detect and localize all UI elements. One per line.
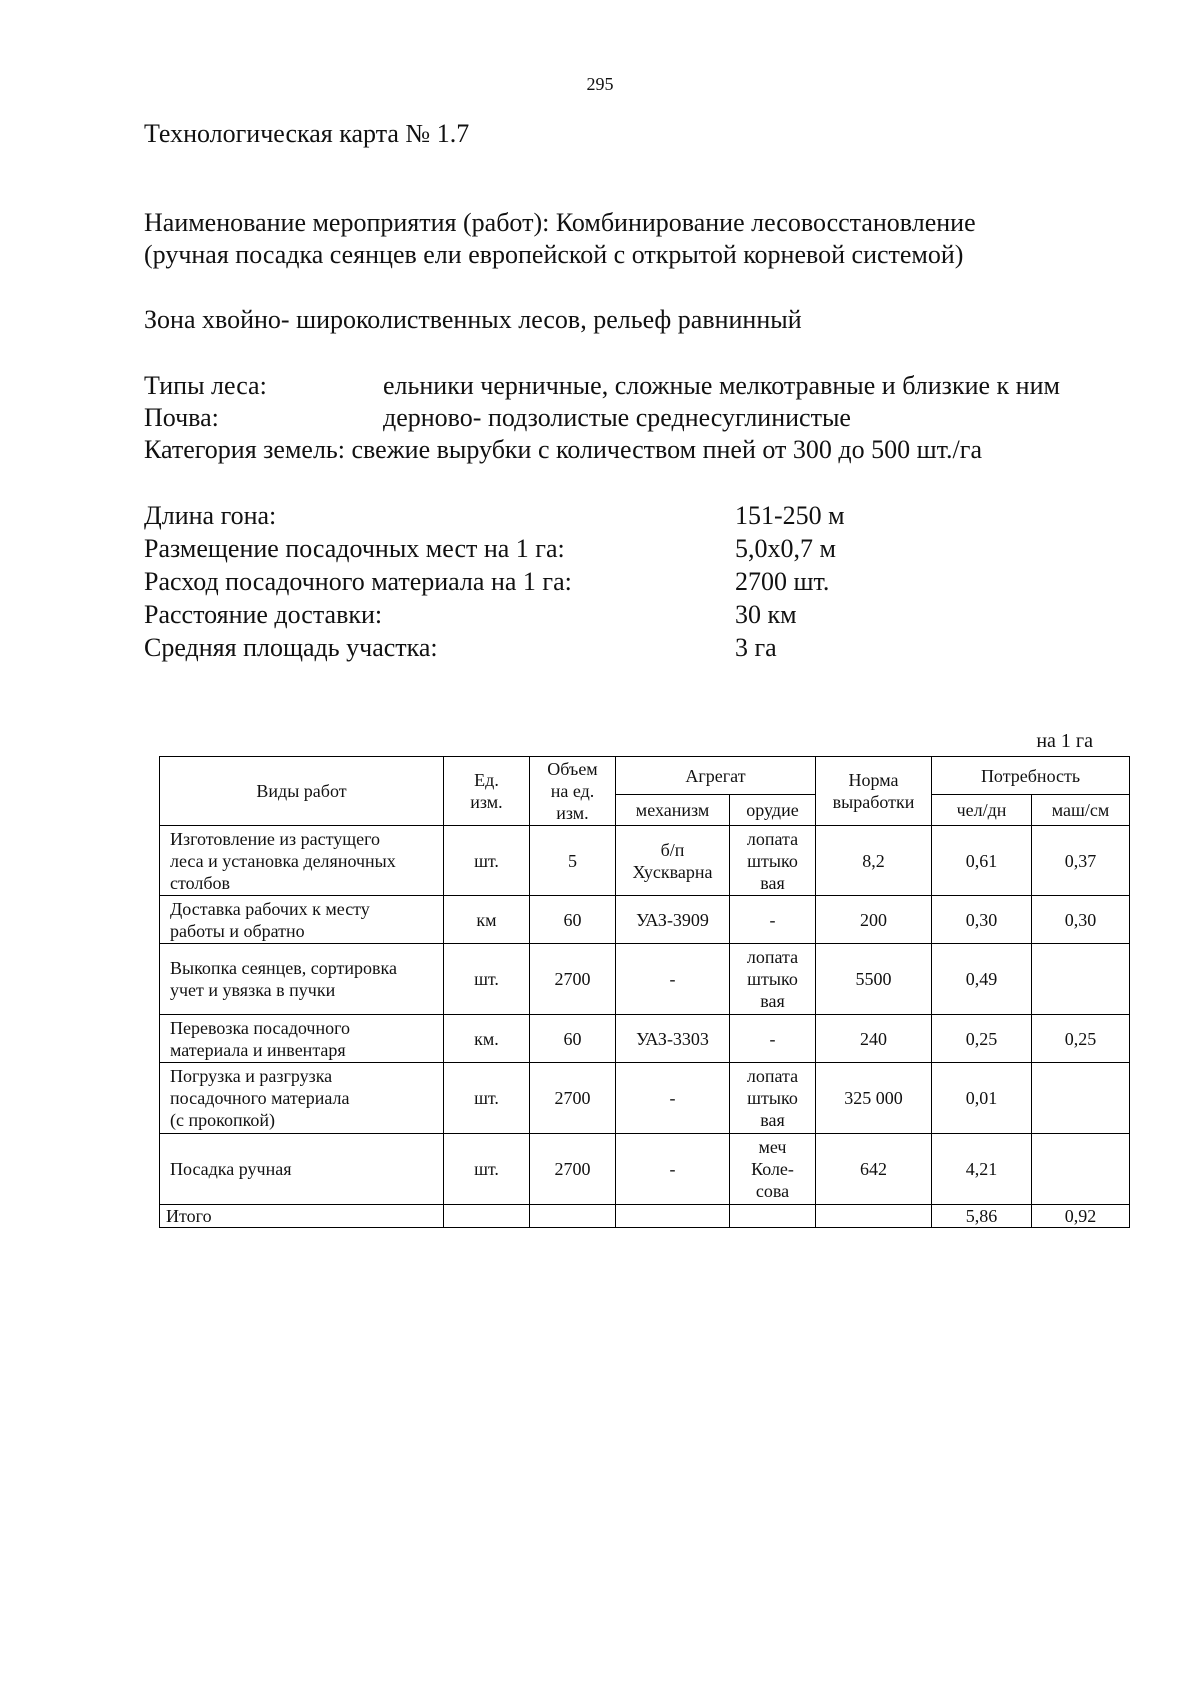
header-norm: Норма выработки xyxy=(816,757,932,826)
soil-value: дерново- подзолистые среднесуглинистые xyxy=(383,403,851,432)
total-machine-shifts: 0,92 xyxy=(1032,1205,1130,1228)
table-header-row xyxy=(160,757,1130,795)
header-man-days: чел/дн xyxy=(932,795,1032,826)
total-man-days: 5,86 xyxy=(932,1205,1032,1228)
volume-cell: 60 xyxy=(530,896,616,944)
machine-shifts-cell: 0,30 xyxy=(1032,896,1130,944)
machine-shifts-cell xyxy=(1032,1134,1130,1205)
work-cell: Доставка рабочих к месту работы и обратно xyxy=(160,896,444,944)
empty-cell xyxy=(616,1205,730,1228)
table-row xyxy=(160,1015,1130,1063)
tool-cell: лопата штыко вая xyxy=(730,1063,816,1134)
table-row xyxy=(160,896,1130,944)
unit-cell: км xyxy=(444,896,530,944)
unit-note: на 1 га xyxy=(1036,730,1093,752)
norm-cell: 240 xyxy=(816,1015,932,1063)
unit-cell: шт. xyxy=(444,944,530,1015)
man-days-cell: 4,21 xyxy=(932,1134,1032,1205)
header-mechanism: механизм xyxy=(616,795,730,826)
table-row xyxy=(160,1063,1130,1134)
header-machine-shifts: маш/см xyxy=(1032,795,1130,826)
norm-cell: 8,2 xyxy=(816,826,932,896)
volume-cell: 2700 xyxy=(530,1063,616,1134)
work-table xyxy=(159,756,1130,1228)
empty-cell xyxy=(444,1205,530,1228)
total-label: Итого xyxy=(160,1205,444,1228)
activity-line-1: Наименование мероприятия (работ): Комбинирование лесовосстановление xyxy=(144,208,976,237)
man-days-cell: 0,61 xyxy=(932,826,1032,896)
work-cell: Изготовление из растущего леса и установка деляночных столбов xyxy=(160,826,444,896)
tool-cell: - xyxy=(730,1015,816,1063)
volume-cell: 2700 xyxy=(530,1134,616,1205)
unit-cell: км. xyxy=(444,1015,530,1063)
param-label: Длина гона: xyxy=(144,501,277,530)
page-number: 295 xyxy=(586,74,614,94)
header-aggregate: Агрегат xyxy=(616,757,816,795)
param-value: 3 га xyxy=(735,633,777,662)
empty-cell xyxy=(816,1205,932,1228)
unit-cell: шт. xyxy=(444,1134,530,1205)
mechanism-cell: б/п Хускварна xyxy=(616,826,730,896)
machine-shifts-cell xyxy=(1032,944,1130,1015)
machine-shifts-cell: 0,37 xyxy=(1032,826,1130,896)
tool-cell: лопата штыко вая xyxy=(730,944,816,1015)
man-days-cell: 0,25 xyxy=(932,1015,1032,1063)
work-cell: Посадка ручная xyxy=(160,1134,444,1205)
work-cell: Выкопка сеянцев, сортировка учет и увязка в пучки xyxy=(160,944,444,1015)
norm-cell: 325 000 xyxy=(816,1063,932,1134)
norm-cell: 642 xyxy=(816,1134,932,1205)
table-row xyxy=(160,944,1130,1015)
man-days-cell: 0,01 xyxy=(932,1063,1032,1134)
tool-cell: лопата штыко вая xyxy=(730,826,816,896)
man-days-cell: 0,49 xyxy=(932,944,1032,1015)
param-value: 2700 шт. xyxy=(735,567,830,596)
param-value: 30 км xyxy=(735,600,797,629)
empty-cell xyxy=(730,1205,816,1228)
man-days-cell: 0,30 xyxy=(932,896,1032,944)
volume-cell: 5 xyxy=(530,826,616,896)
header-unit: Ед. изм. xyxy=(444,757,530,826)
unit-cell: шт. xyxy=(444,1063,530,1134)
header-demand: Потребность xyxy=(932,757,1130,795)
header-tool: орудие xyxy=(730,795,816,826)
machine-shifts-cell: 0,25 xyxy=(1032,1015,1130,1063)
mechanism-cell: - xyxy=(616,1134,730,1205)
table-row xyxy=(160,1134,1130,1205)
volume-cell: 2700 xyxy=(530,944,616,1015)
work-cell: Погрузка и разгрузка посадочного материала (с прокопкой) xyxy=(160,1063,444,1134)
norm-cell: 5500 xyxy=(816,944,932,1015)
activity-line-2: (ручная посадка сеянцев ели европейской с открытой корневой системой) xyxy=(144,240,964,269)
land-category: Категория земель: свежие вырубки с количеством пней от 300 до 500 шт./га xyxy=(144,435,982,464)
volume-cell: 60 xyxy=(530,1015,616,1063)
soil-label: Почва: xyxy=(144,403,219,432)
param-label: Расход посадочного материала на 1 га: xyxy=(144,567,572,596)
param-label: Расстояние доставки: xyxy=(144,600,383,629)
param-value: 5,0х0,7 м xyxy=(735,534,836,563)
table-total-row xyxy=(160,1205,1130,1228)
forest-types-label: Типы леса: xyxy=(144,371,267,400)
param-label: Средняя площадь участка: xyxy=(144,633,438,662)
zone-text: Зона хвойно- широколиственных лесов, рельеф равнинный xyxy=(144,305,802,334)
header-volume: Объем на ед. изм. xyxy=(530,757,616,826)
table-row xyxy=(160,826,1130,896)
param-value: 151-250 м xyxy=(735,501,845,530)
mechanism-cell: УАЗ-3909 xyxy=(616,896,730,944)
norm-cell: 200 xyxy=(816,896,932,944)
mechanism-cell: УАЗ-3303 xyxy=(616,1015,730,1063)
param-label: Размещение посадочных мест на 1 га: xyxy=(144,534,565,563)
mechanism-cell: - xyxy=(616,944,730,1015)
mechanism-cell: - xyxy=(616,1063,730,1134)
tool-cell: меч Коле- сова xyxy=(730,1134,816,1205)
header-work-type: Виды работ xyxy=(160,757,444,826)
tool-cell: - xyxy=(730,896,816,944)
work-cell: Перевозка посадочного материала и инвентаря xyxy=(160,1015,444,1063)
card-title: Технологическая карта № 1.7 xyxy=(144,119,470,148)
unit-cell: шт. xyxy=(444,826,530,896)
empty-cell xyxy=(530,1205,616,1228)
machine-shifts-cell xyxy=(1032,1063,1130,1134)
forest-types-value: ельники черничные, сложные мелкотравные и близкие к ним xyxy=(383,371,1060,400)
